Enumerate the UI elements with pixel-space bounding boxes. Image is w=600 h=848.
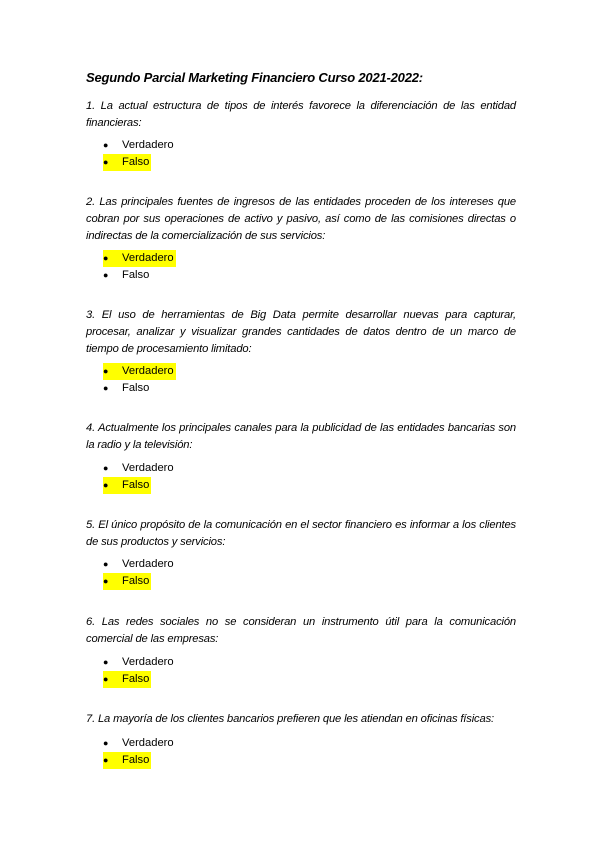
question-1-option-falso: ● Falso [103,154,176,171]
question-2-options [103,250,176,284]
question-7-options [103,735,176,769]
bullet-icon: ● [103,383,109,393]
bullet-icon: ● [103,477,122,494]
question-6-options [103,654,176,688]
bullet-icon: ● [103,671,122,688]
bullet-icon: ● [103,657,109,667]
question-3-option-verdadero: ● Verdadero [103,363,176,380]
question-7-option-verdadero: ● Verdadero [103,735,176,752]
question-7-option-falso: ● Falso [103,752,176,769]
bullet-icon: ● [103,463,109,473]
bullet-icon: ● [103,250,122,267]
question-4-option-verdadero: ● Verdadero [103,460,176,477]
bullet-icon: ● [103,752,122,769]
question-3-option-falso: ● Falso [103,380,176,397]
bullet-icon: ● [103,270,109,280]
bullet-icon: ● [103,573,122,590]
question-2-option-falso: ● Falso [103,267,176,284]
question-6-option-falso: ● Falso [103,671,176,688]
question-3-text: 3. El uso de herramientas de Big Data permite desarrollar nuevas para capturar, procesar, analizar y visualizar grandes cantidades de datos dentro de un marco de tiempo de procesamiento limitado: [86,309,516,355]
question-6-text: 6. Las redes sociales no se consideran un instrumento útil para la comunicación comercial de las empresas: [86,616,516,645]
bullet-icon: ● [103,559,109,569]
bullet-icon: ● [103,140,109,150]
bullet-icon: ● [103,738,109,748]
question-4-options [103,460,176,494]
question-5-option-falso: ● Falso [103,573,176,590]
question-3-options [103,363,176,397]
question-6-option-verdadero: ● Verdadero [103,654,176,671]
question-5-option-verdadero: ● Verdadero [103,556,176,573]
document-title: Segundo Parcial Marketing Financiero Curso 2021-2022: [86,70,423,85]
question-1-text: 1. La actual estructura de tipos de interés favorece la diferenciación de las entidad financieras: [86,100,516,129]
question-2-text: 2. Las principales fuentes de ingresos de las entidades proceden de los intereses que cobran por sus operaciones de activo y pasivo, así como de las comisiones directas o indirectas de la comercialización de sus servicios: [86,196,516,242]
question-7-text: 7. La mayoría de los clientes bancarios prefieren que les atiendan en oficinas físicas: [86,713,494,725]
bullet-icon: ● [103,363,122,380]
bullet-icon: ● [103,154,122,171]
question-5-options [103,556,176,590]
question-2-option-verdadero: ● Verdadero [103,250,176,267]
question-1-options [103,137,176,171]
question-4-option-falso: ● Falso [103,477,176,494]
question-1-option-verdadero: ● Verdadero [103,137,176,154]
question-4-text: 4. Actualmente los principales canales para la publicidad de las entidades bancarias son la radio y la televisión: [86,422,516,451]
question-5-text: 5. El único propósito de la comunicación en el sector financiero es informar a los clientes de sus productos y servicios: [86,519,516,548]
